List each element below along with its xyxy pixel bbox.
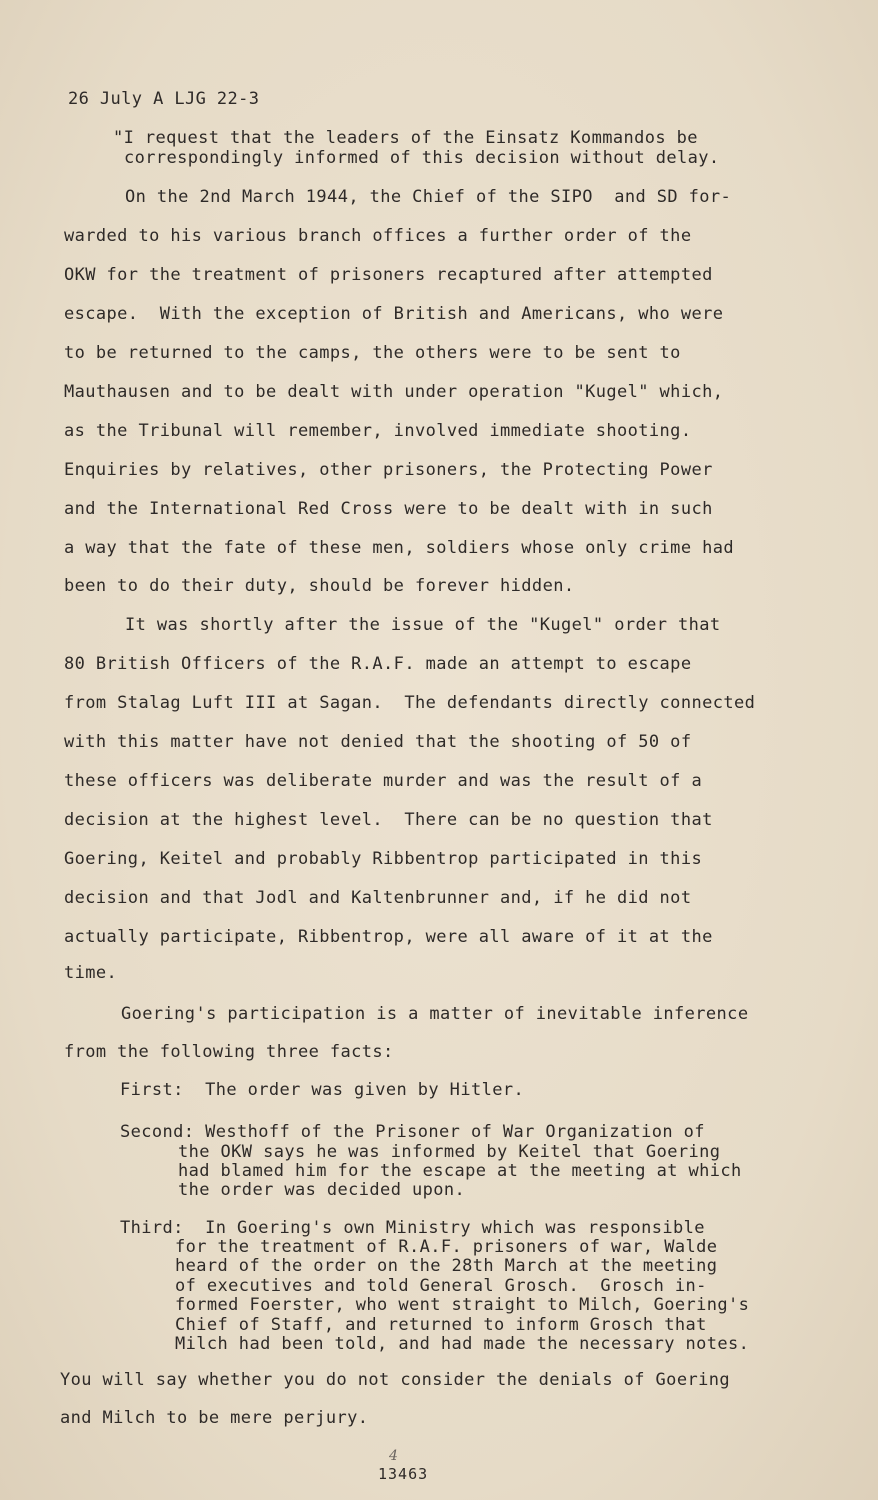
paragraph-line: 80 British Officers of the R.A.F. made an attempt to escape <box>64 654 692 674</box>
paragraph-line: actually participate, Ribbentrop, were all aware of it at the <box>64 927 713 947</box>
quote-line: correspondingly informed of this decision without delay. <box>124 148 720 168</box>
fact-third-line: of executives and told General Grosch. Grosch in- <box>175 1276 707 1296</box>
paragraph-line: Enquiries by relatives, other prisoners, the Protecting Power <box>64 460 713 480</box>
paragraph-line: Goering's participation is a matter of inevitable inference <box>121 1004 749 1024</box>
paragraph-line: decision and that Jodl and Kaltenbrunner and, if he did not <box>64 888 692 908</box>
fact-second-line: had blamed him for the escape at the meeting at which <box>178 1161 742 1181</box>
paragraph-line: a way that the fate of these men, soldiers whose only crime had <box>64 538 734 558</box>
paragraph-line: with this matter have not denied that the shooting of 50 of <box>64 732 692 752</box>
fact-second-line: Second: Westhoff of the Prisoner of War Organization of <box>120 1122 705 1142</box>
paragraph-line: On the 2nd March 1944, the Chief of the SIPO and SD for- <box>125 187 732 207</box>
paragraph-line: these officers was deliberate murder and was the result of a <box>64 771 703 791</box>
paragraph-line: and the International Red Cross were to be dealt with in such <box>64 499 713 519</box>
handwritten-mark: 4 <box>389 1448 398 1464</box>
closing-line: and Milch to be mere perjury. <box>60 1408 369 1428</box>
closing-line: You will say whether you do not consider the denials of Goering <box>60 1370 730 1390</box>
paragraph-line: escape. With the exception of British and Americans, who were <box>64 304 724 324</box>
paragraph-line: It was shortly after the issue of the "Kugel" order that <box>125 615 721 635</box>
paragraph-line: decision at the highest level. There can be no question that <box>64 810 713 830</box>
page-number: 13463 <box>378 1465 429 1483</box>
fact-second-line: the OKW says he was informed by Keitel that Goering <box>178 1142 721 1162</box>
paragraph-line: from Stalag Luft III at Sagan. The defendants directly connected <box>64 693 756 713</box>
fact-third-line: heard of the order on the 28th March at the meeting <box>175 1256 718 1276</box>
paragraph-line: OKW for the treatment of prisoners recaptured after attempted <box>64 265 713 285</box>
paragraph-line: to be returned to the camps, the others were to be sent to <box>64 343 681 363</box>
fact-third-line: Milch had been told, and had made the necessary notes. <box>175 1334 750 1354</box>
paragraph-line: from the following three facts: <box>64 1042 394 1062</box>
fact-third-line: Third: In Goering's own Ministry which was responsible <box>120 1218 705 1238</box>
paragraph-line: as the Tribunal will remember, involved immediate shooting. <box>64 421 692 441</box>
header-reference: 26 July A LJG 22-3 <box>68 89 260 109</box>
paragraph-line: Goering, Keitel and probably Ribbentrop participated in this <box>64 849 703 869</box>
fact-second-line: the order was decided upon. <box>178 1180 466 1200</box>
paragraph-line: warded to his various branch offices a further order of the <box>64 226 692 246</box>
paragraph-line: been to do their duty, should be forever hidden. <box>64 576 575 596</box>
quote-line: "I request that the leaders of the Einsatz Kommandos be <box>113 128 698 148</box>
fact-third-line: for the treatment of R.A.F. prisoners of war, Walde <box>175 1237 718 1257</box>
paragraph-line: Mauthausen and to be dealt with under operation "Kugel" which, <box>64 382 724 402</box>
fact-third-line: formed Foerster, who went straight to Milch, Goering's <box>175 1295 750 1315</box>
paragraph-line: time. <box>64 963 118 983</box>
fact-third-line: Chief of Staff, and returned to inform Grosch that <box>175 1315 707 1335</box>
fact-first: First: The order was given by Hitler. <box>120 1080 525 1100</box>
